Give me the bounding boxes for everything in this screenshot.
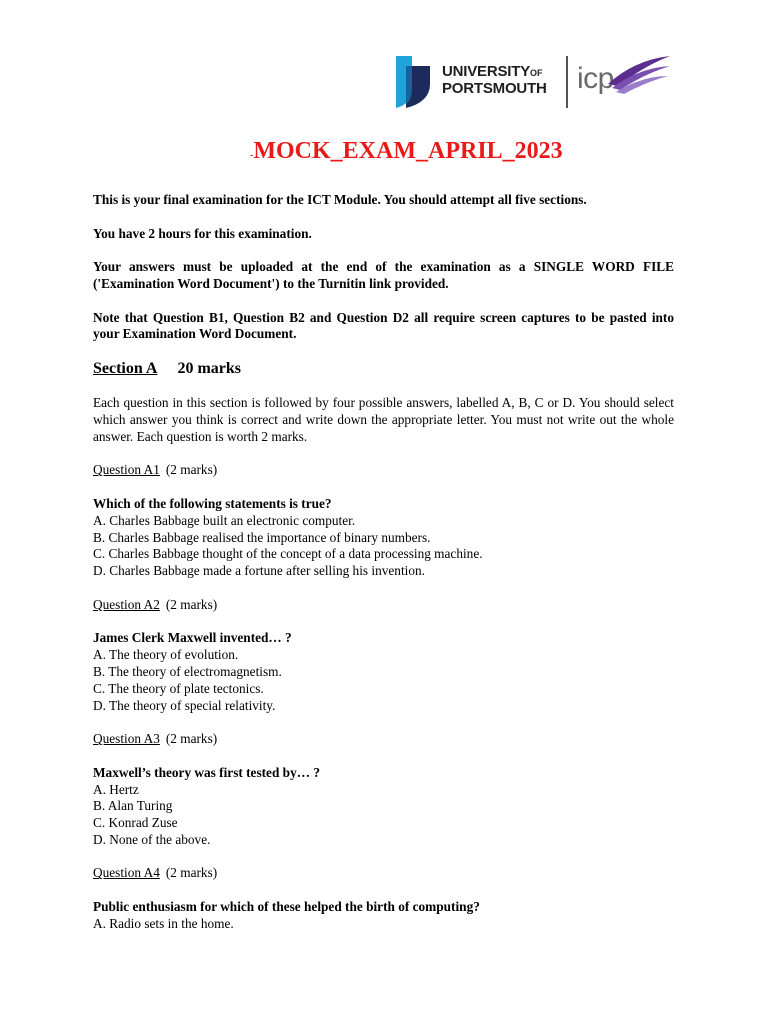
answer-option: D. Charles Babbage made a fortune after selling his invention. (93, 563, 425, 579)
section-instructions: Each question in this section is followed by four possible answers, labelled A, B, C or D. You should select which answer you think is correct and write down the appropriate letter. You must not write out the whole answer. Each question is worth 2 marks. (93, 395, 674, 444)
question-header (93, 462, 674, 479)
question-header (93, 865, 674, 882)
question-header (93, 731, 674, 748)
icp-wings-icon (604, 54, 672, 94)
question-header (93, 597, 674, 614)
answer-option: B. Alan Turing (93, 798, 173, 814)
university-name (442, 64, 547, 96)
university-line2: PORTSMOUTH (442, 80, 547, 97)
intro-paragraph: You have 2 hours for this examination. (93, 225, 312, 241)
answer-option: C. Charles Babbage thought of the concept of a data processing machine. (93, 546, 483, 562)
intro-paragraph: This is your final examination for the ICT Module. You should attempt all five sections. (93, 192, 587, 207)
section-heading (93, 359, 674, 379)
exam-title: MOCK_EXAM_APRIL_2023 (253, 138, 563, 164)
intro-paragraph: Note that Question B1, Question B2 and Question D2 all require screen captures to be pasted into your Examination Word Document. (93, 309, 674, 342)
document-body (93, 192, 674, 933)
section-marks: 20 marks (177, 360, 242, 378)
intro-paragraph: Your answers must be uploaded at the end of the examination as a SINGLE WORD FILE ('Examination Word Document') to the Turnitin link provided. (93, 259, 674, 291)
answer-option: A. Hertz (93, 781, 139, 797)
question-marks: (2 marks) (165, 462, 218, 478)
answer-option: B. The theory of electromagnetism. (93, 663, 282, 679)
question-prompt: Maxwell’s theory was first tested by… ? (93, 764, 320, 780)
exam-title-row (250, 138, 563, 168)
answer-option: D. None of the above. (93, 831, 211, 847)
icp-logo-text: icp (577, 62, 614, 95)
question-marks: (2 marks) (165, 865, 218, 881)
question-label: Question A1 (93, 462, 160, 478)
answer-option: D. The theory of special relativity. (93, 697, 276, 713)
header-logo (384, 50, 674, 118)
question-prompt: James Clerk Maxwell invented… ? (93, 630, 292, 646)
title-prefix: - (250, 150, 254, 161)
university-shield-icon (392, 54, 434, 110)
answer-option: A. Charles Babbage built an electronic computer. (93, 512, 356, 528)
university-of: OF (530, 68, 543, 78)
question-prompt: Public enthusiasm for which of these helped the birth of computing? (93, 899, 480, 915)
question-label: Question A3 (93, 731, 160, 747)
question-label: Question A4 (93, 865, 160, 881)
answer-option: A. Radio sets in the home. (93, 915, 234, 931)
section-name: Section A (93, 360, 158, 378)
question-label: Question A2 (93, 596, 160, 612)
question-marks: (2 marks) (165, 596, 218, 612)
answer-option: C. Konrad Zuse (93, 815, 178, 831)
answer-option: B. Charles Babbage realised the importance of binary numbers. (93, 529, 431, 545)
question-marks: (2 marks) (165, 731, 218, 747)
logo-divider (566, 56, 568, 108)
answer-option: C. The theory of plate tectonics. (93, 680, 264, 696)
question-prompt: Which of the following statements is true? (93, 495, 332, 511)
university-line1: UNIVERSITY (442, 63, 531, 80)
answer-option: A. The theory of evolution. (93, 647, 239, 663)
